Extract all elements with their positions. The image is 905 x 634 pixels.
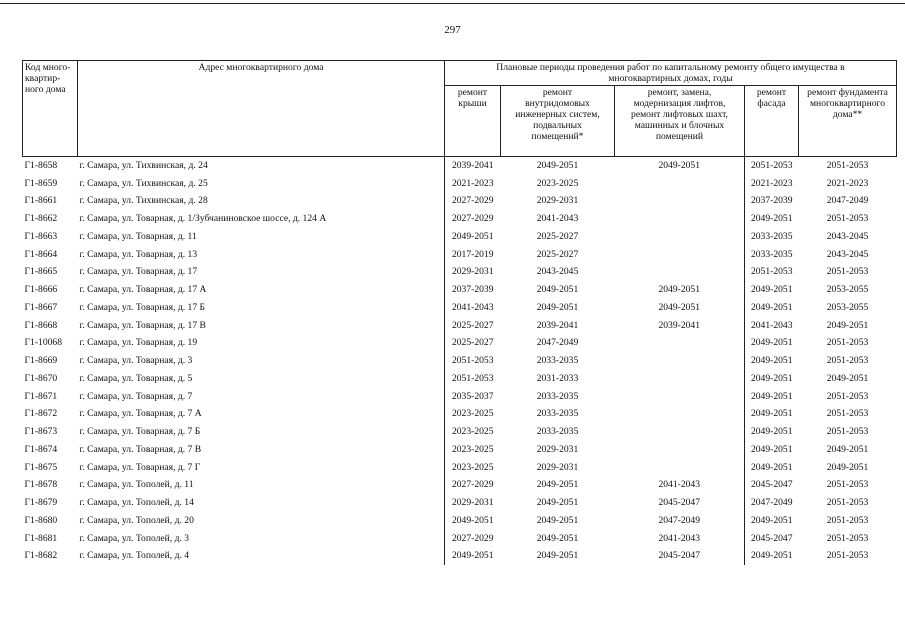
cell-facade: 2049-2051	[745, 299, 799, 317]
cell-facade: 2049-2051	[745, 512, 799, 530]
cell-foundation: 2049-2051	[826, 443, 869, 455]
cell-foundation: 2051-2053	[826, 514, 869, 526]
cell-roof: 2027-2029	[451, 532, 494, 544]
cell-lifts	[615, 246, 745, 264]
cell-lifts: 2049-2051	[658, 159, 701, 171]
cell-address: г. Самара, ул. Товарная, д. 11	[78, 228, 445, 246]
cell-systems: 2049-2051	[536, 159, 579, 171]
cell-lifts	[615, 370, 745, 388]
cell-systems: 2049-2051	[536, 550, 579, 562]
table-row	[23, 370, 897, 388]
cell-systems: 2049-2051	[536, 479, 579, 491]
cell-foundation: 2051-2053	[826, 408, 869, 420]
cell-facade: 2049-2051	[745, 352, 799, 370]
cell-code: Г1-8668	[24, 319, 58, 331]
cell-lifts: 2047-2049	[658, 514, 701, 526]
cell-address: г. Самара, ул. Товарная, д. 5	[78, 370, 445, 388]
cell-foundation: 2053-2055	[826, 301, 869, 313]
cell-lifts: 2045-2047	[658, 550, 701, 562]
cell-systems: 2049-2051	[536, 514, 579, 526]
table-row	[23, 530, 897, 548]
cell-systems: 2029-2031	[536, 461, 579, 473]
cell-foundation: 2051-2053	[826, 213, 869, 225]
cell-code: Г1-8680	[24, 514, 58, 526]
cell-systems: 2033-2035	[536, 390, 579, 402]
cell-lifts: 2041-2043	[658, 479, 701, 491]
table-row	[23, 157, 897, 175]
table-row	[23, 388, 897, 406]
table-row	[23, 281, 897, 299]
cell-roof: 2025-2027	[451, 319, 494, 331]
table-header	[23, 61, 897, 157]
cell-systems: 2025-2027	[536, 248, 579, 260]
cell-roof: 2027-2029	[451, 479, 494, 491]
cell-facade: 2049-2051	[745, 459, 799, 477]
cell-code: Г1-8664	[24, 248, 58, 260]
table-row	[23, 477, 897, 495]
cell-systems: 2049-2051	[536, 284, 579, 296]
cell-roof: 2035-2037	[451, 390, 494, 402]
cell-address: г. Самара, ул. Товарная, д. 19	[78, 335, 445, 353]
cell-facade: 2033-2035	[745, 246, 799, 264]
cell-foundation: 2049-2051	[826, 461, 869, 473]
cell-facade: 2049-2051	[745, 335, 799, 353]
cell-code: Г1-8670	[24, 372, 58, 384]
table-row	[23, 193, 897, 211]
cell-code: Г1-8679	[24, 497, 58, 509]
cell-foundation: 2051-2053	[826, 479, 869, 491]
page-number: 297	[444, 24, 461, 36]
cell-lifts	[615, 388, 745, 406]
cell-facade: 2037-2039	[745, 193, 799, 211]
cell-facade: 2049-2051	[745, 548, 799, 566]
cell-lifts	[615, 210, 745, 228]
table-row	[23, 352, 897, 370]
cell-code: Г1-8682	[24, 550, 58, 562]
header-address: Адрес многоквартирного дома	[78, 61, 445, 157]
cell-address: г. Самара, ул. Тополей, д. 14	[78, 494, 445, 512]
header-facade: ремонт фасада	[745, 86, 799, 157]
cell-roof: 2027-2029	[451, 213, 494, 225]
table-row	[23, 210, 897, 228]
cell-lifts	[615, 352, 745, 370]
table-row	[23, 299, 897, 317]
table-row	[23, 423, 897, 441]
cell-roof: 2027-2029	[451, 195, 494, 207]
table-row	[23, 406, 897, 424]
table-row	[23, 228, 897, 246]
header-code: Код много- квартир- ного дома	[23, 61, 78, 157]
cell-lifts: 2041-2043	[658, 532, 701, 544]
cell-lifts	[615, 459, 745, 477]
cell-systems: 2025-2027	[536, 230, 579, 242]
cell-roof: 2051-2053	[451, 372, 494, 384]
cell-roof: 2017-2019	[451, 248, 494, 260]
cell-code: Г1-8674	[24, 443, 58, 455]
cell-facade: 2021-2023	[745, 175, 799, 193]
cell-address: г. Самара, ул. Товарная, д. 17 Б	[78, 299, 445, 317]
cell-foundation: 2051-2053	[826, 337, 869, 349]
cell-code: Г1-8666	[24, 284, 58, 296]
cell-address: г. Самара, ул. Товарная, д. 7 В	[78, 441, 445, 459]
cell-address: г. Самара, ул. Товарная, д. 3	[78, 352, 445, 370]
cell-roof: 2049-2051	[451, 514, 494, 526]
cell-systems: 2029-2031	[536, 195, 579, 207]
cell-code: Г1-8678	[24, 479, 58, 491]
cell-foundation: 2049-2051	[826, 319, 869, 331]
table-body	[23, 157, 897, 566]
cell-address: г. Самара, ул. Тополей, д. 20	[78, 512, 445, 530]
cell-facade: 2049-2051	[745, 281, 799, 299]
cell-lifts	[615, 228, 745, 246]
cell-address: г. Самара, ул. Товарная, д. 7 Г	[78, 459, 445, 477]
cell-systems: 2033-2035	[536, 426, 579, 438]
cell-code: Г1-8665	[24, 266, 58, 278]
header-periods: Плановые периоды проведения работ по капитальному ремонту общего имущества в многоквартирных домах, годы	[445, 61, 897, 86]
cell-foundation: 2051-2053	[826, 497, 869, 509]
cell-code: Г1-8681	[24, 532, 58, 544]
cell-systems: 2041-2043	[536, 213, 579, 225]
cell-address: г. Самара, ул. Товарная, д. 17 В	[78, 317, 445, 335]
cell-roof: 2049-2051	[451, 550, 494, 562]
cell-facade: 2049-2051	[745, 406, 799, 424]
cell-systems: 2023-2025	[536, 177, 579, 189]
cell-facade: 2049-2051	[745, 441, 799, 459]
table-row	[23, 264, 897, 282]
cell-systems: 2049-2051	[536, 532, 579, 544]
top-rule	[0, 3, 905, 4]
cell-code: Г1-8667	[24, 301, 58, 313]
cell-foundation: 2053-2055	[826, 284, 869, 296]
cell-code: Г1-8661	[24, 195, 58, 207]
cell-foundation: 2051-2053	[826, 390, 869, 402]
cell-facade: 2049-2051	[745, 370, 799, 388]
cell-facade: 2033-2035	[745, 228, 799, 246]
cell-address: г. Самара, ул. Товарная, д. 7 Б	[78, 423, 445, 441]
cell-lifts: 2049-2051	[658, 301, 701, 313]
cell-foundation: 2049-2051	[826, 372, 869, 384]
cell-roof: 2023-2025	[451, 461, 494, 473]
repair-schedule-table	[22, 60, 897, 565]
cell-systems: 2049-2051	[536, 301, 579, 313]
header-systems: ремонт внутридомовых инженерных систем, подвальных помещений*	[501, 86, 615, 157]
table-row	[23, 175, 897, 193]
cell-lifts: 2045-2047	[658, 497, 701, 509]
cell-address: г. Самара, ул. Тополей, д. 4	[78, 548, 445, 566]
cell-lifts	[615, 193, 745, 211]
cell-facade: 2049-2051	[745, 423, 799, 441]
table-row	[23, 246, 897, 264]
cell-foundation: 2051-2053	[826, 426, 869, 438]
cell-address: г. Самара, ул. Тихвинская, д. 25	[78, 175, 445, 193]
cell-lifts	[615, 175, 745, 193]
cell-systems: 2033-2035	[536, 355, 579, 367]
cell-facade: 2041-2043	[745, 317, 799, 335]
cell-lifts	[615, 441, 745, 459]
cell-facade: 2051-2053	[745, 157, 799, 175]
cell-code: Г1-8673	[24, 426, 58, 438]
cell-roof: 2039-2041	[451, 159, 494, 171]
cell-roof: 2023-2025	[451, 426, 494, 438]
cell-lifts	[615, 423, 745, 441]
cell-address: г. Самара, ул. Товарная, д. 17 А	[78, 281, 445, 299]
table-row	[23, 548, 897, 566]
header-roof: ремонт крыши	[445, 86, 501, 157]
cell-foundation: 2043-2045	[826, 248, 869, 260]
cell-address: г. Самара, ул. Товарная, д. 7 А	[78, 406, 445, 424]
table-row	[23, 512, 897, 530]
cell-facade: 2051-2053	[745, 264, 799, 282]
cell-code: Г1-8671	[24, 390, 58, 402]
table-row	[23, 494, 897, 512]
table-row	[23, 459, 897, 477]
table-row	[23, 317, 897, 335]
cell-facade: 2045-2047	[745, 477, 799, 495]
cell-address: г. Самара, ул. Товарная, д. 13	[78, 246, 445, 264]
cell-address: г. Самара, ул. Товарная, д. 17	[78, 264, 445, 282]
cell-systems: 2043-2045	[536, 266, 579, 278]
cell-roof: 2023-2025	[451, 408, 494, 420]
cell-address: г. Самара, ул. Тихвинская, д. 24	[78, 157, 445, 175]
cell-code: Г1-8672	[24, 408, 58, 420]
cell-code: Г1-8658	[24, 159, 58, 171]
header-lifts: ремонт, замена, модернизация лифтов, ремонт лифтовых шахт, машинных и блочных помещений	[615, 86, 745, 157]
table-row	[23, 441, 897, 459]
cell-lifts	[615, 406, 745, 424]
cell-roof: 2049-2051	[451, 230, 494, 242]
cell-foundation: 2051-2053	[826, 550, 869, 562]
cell-systems: 2039-2041	[536, 319, 579, 331]
cell-systems: 2029-2031	[536, 443, 579, 455]
cell-facade: 2049-2051	[745, 210, 799, 228]
cell-code: Г1-10068	[24, 337, 63, 349]
cell-roof: 2041-2043	[451, 301, 494, 313]
cell-lifts	[615, 264, 745, 282]
cell-code: Г1-8662	[24, 213, 58, 225]
cell-lifts	[615, 335, 745, 353]
cell-foundation: 2051-2053	[826, 355, 869, 367]
cell-foundation: 2051-2053	[826, 266, 869, 278]
cell-roof: 2029-2031	[451, 497, 494, 509]
cell-code: Г1-8669	[24, 355, 58, 367]
header-foundation: ремонт фундамента многоквартирного дома**	[799, 86, 897, 157]
cell-systems: 2047-2049	[536, 337, 579, 349]
cell-systems: 2033-2035	[536, 408, 579, 420]
cell-foundation: 2043-2045	[826, 230, 869, 242]
cell-lifts: 2049-2051	[658, 284, 701, 296]
cell-address: г. Самара, ул. Тополей, д. 11	[78, 477, 445, 495]
table-row	[23, 335, 897, 353]
cell-foundation: 2051-2053	[826, 159, 869, 171]
cell-systems: 2031-2033	[536, 372, 579, 384]
cell-roof: 2023-2025	[451, 443, 494, 455]
cell-code: Г1-8663	[24, 230, 58, 242]
cell-address: г. Самара, ул. Товарная, д. 1/Зубчаниновское шоссе, д. 124 А	[78, 210, 445, 228]
cell-roof: 2029-2031	[451, 266, 494, 278]
cell-roof: 2037-2039	[451, 284, 494, 296]
cell-roof: 2025-2027	[451, 337, 494, 349]
cell-roof: 2051-2053	[451, 355, 494, 367]
cell-foundation: 2021-2023	[826, 177, 869, 189]
cell-facade: 2047-2049	[745, 494, 799, 512]
cell-code: Г1-8675	[24, 461, 58, 473]
cell-foundation: 2047-2049	[826, 195, 869, 207]
cell-foundation: 2051-2053	[826, 532, 869, 544]
cell-systems: 2049-2051	[536, 497, 579, 509]
cell-code: Г1-8659	[24, 177, 58, 189]
cell-facade: 2049-2051	[745, 388, 799, 406]
cell-roof: 2021-2023	[451, 177, 494, 189]
cell-lifts: 2039-2041	[658, 319, 701, 331]
cell-address: г. Самара, ул. Тихвинская, д. 28	[78, 193, 445, 211]
cell-address: г. Самара, ул. Тополей, д. 3	[78, 530, 445, 548]
cell-facade: 2045-2047	[745, 530, 799, 548]
cell-address: г. Самара, ул. Товарная, д. 7	[78, 388, 445, 406]
